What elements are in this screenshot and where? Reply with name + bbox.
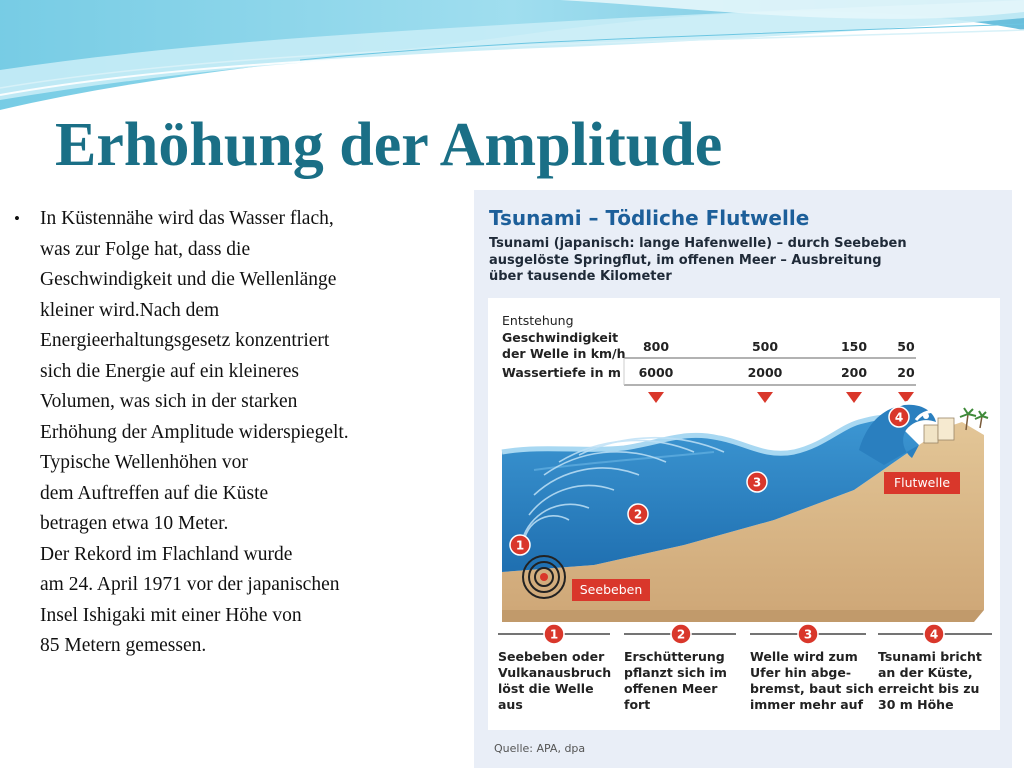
tsunami-infographic [474,190,1012,768]
building [924,425,938,443]
speed-value: 150 [840,339,868,354]
body-line: Volumen, was sich in der starken [40,391,298,412]
step-text: Tsunami bricht [878,649,982,664]
step-number: 1 [549,627,559,642]
step-text: Seebeben oder [498,649,605,664]
bullet-marker: • [14,209,20,228]
depth-value: 2000 [747,365,783,380]
step-text: offenen Meer [624,681,718,696]
step-text: erreicht bis zu [878,681,980,696]
step-text: Welle wird zum [750,649,858,664]
step-text: Vulkanausbruch [498,665,612,680]
step-number: 3 [803,627,813,642]
step-text: 30 m Höhe [878,697,954,712]
body-line: sich die Energie auf ein kleineres [40,360,299,382]
marker-number: 2 [633,507,643,522]
step-text: fort [624,697,651,712]
body-line: Energieerhaltungsgesetz konzentriert [40,330,330,351]
ground-front [502,610,984,622]
seebeben-label: Seebeben [579,582,643,597]
step-text: aus [498,697,523,712]
step-text: pflanzt sich im [624,665,727,680]
depth-value: 200 [840,365,868,380]
source-credit: Quelle: APA, dpa [494,742,586,755]
subtitle-line: ausgelöste Springflut, im offenen Meer – Ausbreitung [489,252,882,268]
speed-label-line: Geschwindigkeit [502,330,619,345]
body-line: Insel Ishigaki mit einer Höhe von [40,604,302,626]
spray [923,413,929,419]
body-line: Typische Wellenhöhen vor [40,452,248,473]
epicenter-target-icon [523,556,565,598]
body-line: Erhöhung der Amplitude widerspiegelt. [40,421,349,443]
step-text: bremst, baut sich [750,681,874,696]
section-label: Entstehung [502,313,574,328]
marker-number: 1 [515,538,525,553]
speed-value: 50 [897,339,915,354]
step-number: 2 [676,627,686,642]
step-number: 4 [929,627,939,642]
body-line: betragen etwa 10 Meter. [40,513,229,534]
depth-label: Wassertiefe in m [502,365,621,380]
body-line: 85 Metern gemessen. [40,635,207,656]
flutwelle-label: Flutwelle [893,475,951,490]
step-text: löst die Welle [498,681,594,696]
infographic-subtitle [489,236,1009,286]
slide-title: Erhöhung der Amplitude [55,111,723,179]
body-line: was zur Folge hat, dass die [40,238,251,260]
body-text [14,204,464,662]
body-line: am 24. April 1971 vor der japanischen [40,574,340,595]
building [938,418,954,440]
speed-value: 500 [751,339,779,354]
spray [934,406,938,410]
body-line: Der Rekord im Flachland wurde [40,543,293,565]
depth-value: 20 [897,365,915,380]
step-text: Erschütterung [624,649,725,664]
body-line: dem Auftreffen auf die Küste [40,482,269,504]
depth-value: 6000 [638,365,674,380]
body-line: In Küstennähe wird das Wasser flach, [40,208,334,229]
step-text: Ufer hin abge- [750,665,852,680]
marker-number: 3 [752,475,762,490]
subtitle-line: Tsunami (japanisch: lange Hafenwelle) – durch Seebeben [489,236,907,251]
marker-number: 4 [894,410,904,425]
speed-value: 800 [642,339,670,354]
body-line: kleiner wird.Nach dem [40,299,220,321]
speed-label-line: der Welle in km/h [502,346,626,361]
subtitle-line: über tausende Kilometer [489,269,672,284]
step-text: immer mehr auf [750,697,864,712]
step-text: an der Küste, [878,665,973,680]
infographic-title: Tsunami – Tödliche Flutwelle [489,206,810,230]
body-line: Geschwindigkeit und die Wellenlänge [40,269,337,290]
